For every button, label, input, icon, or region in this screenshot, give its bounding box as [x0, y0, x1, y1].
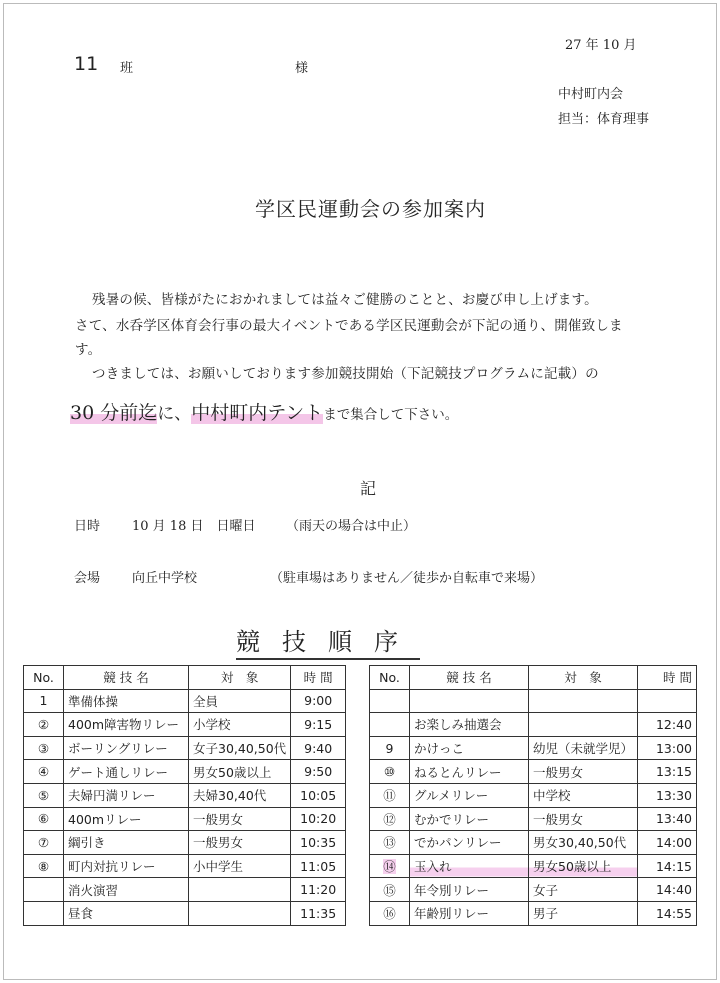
event-name: お楽しみ抽選会: [410, 713, 529, 737]
venue-note: （駐車場はありません／徒歩か自転車で来場）: [270, 571, 544, 586]
body-line-4: つきましては、お願いしております参加競技開始（下記競技プログラムに記載）の: [92, 366, 599, 382]
event-target: [529, 713, 638, 737]
body-line-2: さて、水呑学区体育会行事の最大イベントである学区民運動会が下記の通り、開催致しま: [75, 318, 623, 334]
event-time: 14:00: [638, 831, 697, 855]
event-target: 一般男女: [189, 831, 291, 855]
header-event: 競 技 名: [64, 666, 189, 690]
table-row: [24, 760, 346, 784]
event-time: 13:40: [638, 807, 697, 831]
table-row: [370, 807, 697, 831]
event-target: 幼児（未就学児）: [529, 736, 638, 760]
event-time: 13:00: [638, 736, 697, 760]
organization: 中村町内会: [558, 87, 624, 102]
table-header-row: [24, 666, 346, 690]
assembly-time: 30 分前迄: [70, 402, 158, 424]
event-time: 13:30: [638, 783, 697, 807]
event-time: 9:15: [291, 713, 346, 737]
table-row: [24, 831, 346, 855]
event-no: [24, 831, 64, 855]
event-name: ボーリングリレー: [64, 736, 189, 760]
event-name: 400mリレー: [64, 807, 189, 831]
table-row: [370, 901, 697, 925]
event-no: [370, 878, 410, 902]
event-name: 消火演習: [64, 878, 189, 902]
event-target: 一般男女: [529, 807, 638, 831]
venue-label: 会場: [74, 571, 101, 586]
header-target: 対 象: [529, 666, 638, 690]
assembly-instruction: [70, 398, 458, 425]
event-no: [24, 854, 64, 878]
event-no: [370, 736, 410, 760]
event-name: 綱引き: [64, 831, 189, 855]
event-time: 10:20: [291, 807, 346, 831]
event-no-text: 1: [39, 693, 48, 709]
table-row: [24, 736, 346, 760]
venue-value: 向丘中学校: [132, 571, 198, 586]
table-row: [24, 854, 346, 878]
event-no: [370, 713, 410, 737]
table-row: [24, 878, 346, 902]
event-no: [24, 807, 64, 831]
event-no-text: 9: [385, 740, 394, 756]
event-name: 夫婦円満リレー: [64, 783, 189, 807]
body-line-3: す。: [75, 342, 102, 358]
assembly-place: 中村町内テント: [191, 402, 324, 424]
event-target: 女子: [529, 878, 638, 902]
event-no: [24, 901, 64, 925]
event-no: [370, 807, 410, 831]
date-row: [74, 515, 574, 533]
event-no-text: ⑤: [37, 787, 50, 803]
event-name: でかパンリレー: [410, 831, 529, 855]
header-no: No.: [370, 666, 410, 690]
event-no: [24, 736, 64, 760]
event-time: 9:50: [291, 760, 346, 784]
event-name: ねるとんリレー: [410, 760, 529, 784]
ki-heading: 記: [360, 479, 377, 498]
event-no: [370, 783, 410, 807]
body-line-1: 残暑の候、皆様がたにおかれましては益々ご健勝のことと、お慶び申し上げます。: [92, 292, 598, 308]
table-row: [24, 807, 346, 831]
event-target: [189, 878, 291, 902]
date-value: 10 月 18 日 日曜日: [132, 519, 256, 534]
event-target: [529, 689, 638, 713]
event-no-text: ②: [37, 716, 50, 732]
table-header-row: [370, 666, 697, 690]
event-time: 11:05: [291, 854, 346, 878]
event-time: 11:20: [291, 878, 346, 902]
event-time: 14:15: [638, 854, 697, 878]
event-name: 400m障害物リレー: [64, 713, 189, 737]
event-no: [370, 760, 410, 784]
event-name: 準備体操: [64, 689, 189, 713]
event-no: [370, 689, 410, 713]
event-target: 女子30,40,50代: [189, 736, 291, 760]
event-target: 小中学生: [189, 854, 291, 878]
event-target: 中学校: [529, 783, 638, 807]
event-time: 10:05: [291, 783, 346, 807]
event-target: 一般男女: [189, 807, 291, 831]
table-row: [370, 760, 697, 784]
event-no: [24, 783, 64, 807]
event-no-text: ⑭: [383, 859, 396, 875]
table-row: [24, 901, 346, 925]
event-name: 町内対抗リレー: [64, 854, 189, 878]
schedule-table-right: [369, 665, 697, 926]
event-target: 小学校: [189, 713, 291, 737]
schedule-table-left: [23, 665, 346, 926]
issue-date: 27 年 10 月: [565, 38, 637, 53]
event-no: [370, 854, 410, 878]
header-no: No.: [24, 666, 64, 690]
table-row: [370, 713, 697, 737]
event-time: [638, 689, 697, 713]
event-no-text: ⑮: [383, 882, 396, 898]
event-no-text: ⑦: [37, 834, 50, 850]
han-label: 班: [120, 61, 134, 76]
event-no-text: ⑥: [37, 811, 50, 827]
event-no-text: ③: [37, 740, 50, 756]
table-row: [370, 689, 697, 713]
person-in-charge: 担当：体育理事: [558, 112, 650, 127]
header-time: 時 間: [291, 666, 346, 690]
event-name: 昼食: [64, 901, 189, 925]
event-no-text: ⑩: [383, 764, 396, 780]
table-row: [24, 689, 346, 713]
table-row: [24, 713, 346, 737]
assembly-tail: まで集合して下さい。: [323, 407, 459, 423]
event-time: 13:15: [638, 760, 697, 784]
event-name: 年齢別リレー: [410, 901, 529, 925]
event-target: 男女50歳以上: [189, 760, 291, 784]
event-no-text: ⑪: [383, 788, 396, 804]
table-row: [370, 831, 697, 855]
event-name: [410, 689, 529, 713]
event-target: 全員: [189, 689, 291, 713]
event-time: 11:35: [291, 901, 346, 925]
event-time: 14:40: [638, 878, 697, 902]
event-no: [370, 831, 410, 855]
event-name: ゲート通しリレー: [64, 760, 189, 784]
event-target: 男子: [529, 901, 638, 925]
date-label: 日時: [74, 519, 101, 534]
table-row: [370, 783, 697, 807]
event-name: 玉入れ: [410, 854, 529, 878]
header-event: 競 技 名: [410, 666, 529, 690]
event-no: [24, 878, 64, 902]
event-no: [24, 689, 64, 713]
event-no: [24, 713, 64, 737]
event-target: 男女50歳以上: [529, 854, 638, 878]
event-no-text: ⑯: [383, 906, 396, 922]
sama-label: 様: [295, 61, 309, 76]
event-time: 10:35: [291, 831, 346, 855]
table-row: [370, 736, 697, 760]
table-row: [24, 783, 346, 807]
event-no-text: ⑬: [383, 835, 396, 851]
document-title: 学区民運動会の参加案内: [255, 197, 486, 221]
event-no: [370, 901, 410, 925]
event-target: 一般男女: [529, 760, 638, 784]
event-name: グルメリレー: [410, 783, 529, 807]
event-name: かけっこ: [410, 736, 529, 760]
date-note: （雨天の場合は中止）: [286, 519, 417, 534]
event-no-text: ⑧: [37, 858, 50, 874]
assembly-particle: に、: [157, 404, 192, 424]
event-target: 男女30,40,50代: [529, 831, 638, 855]
sequence-title: 競技順序: [236, 622, 420, 660]
event-name: むかでリレー: [410, 807, 529, 831]
handwritten-group-number: 11: [74, 53, 99, 75]
venue-row: [74, 567, 634, 585]
event-time: 9:40: [291, 736, 346, 760]
header-target: 対 象: [189, 666, 291, 690]
table-row: [370, 854, 697, 878]
event-time: 12:40: [638, 713, 697, 737]
event-no: [24, 760, 64, 784]
event-no-text: ⑫: [383, 811, 396, 827]
header-time: 時 間: [638, 666, 697, 690]
event-name: 年令別リレー: [410, 878, 529, 902]
event-target: [189, 901, 291, 925]
event-no-text: ④: [37, 764, 50, 780]
event-time: 9:00: [291, 689, 346, 713]
event-target: 夫婦30,40代: [189, 783, 291, 807]
table-row: [370, 878, 697, 902]
event-time: 14:55: [638, 901, 697, 925]
